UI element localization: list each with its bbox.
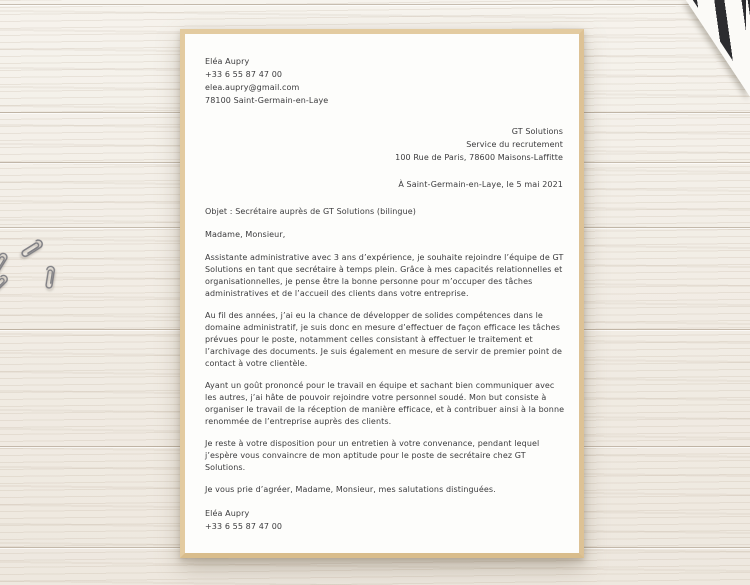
body-paragraph: Je reste à votre disposition pour un entretien à votre convenance, pendant lequel j’espère vous convaincre de mon aptitude pour le poste de secrétaire chez GT Solutions. (205, 439, 540, 472)
striped-fabric (662, 0, 750, 110)
sender-address: 78100 Saint-Germain-en-Laye (205, 96, 329, 105)
letter-body (205, 252, 567, 533)
body-paragraph: Assistante administrative avec 3 ans d’expérience, je souhaite rejoindre l’équipe de GT Solutions en tant que secrétaire à temps plein. Grâce à mes capacités relationnelles et organisationnelles, je pense être la bonne personne pour m’occuper des tâches administratives et de l’accueil des clients dans votre entreprise. (205, 253, 564, 298)
paperclip-icon (13, 232, 50, 264)
recipient-block (395, 125, 563, 164)
sender-email: elea.aupry@gmail.com (205, 83, 300, 92)
signature-block (205, 507, 567, 533)
subject-line: Objet : Secrétaire auprès de GT Solutions (bilingue) (205, 207, 417, 216)
letter-paper (180, 29, 584, 558)
recipient-department: Service du recrutement (466, 140, 563, 149)
sender-block (205, 55, 328, 107)
body-paragraph: Au fil des années, j’ai eu la chance de développer de solides compétences dans le domaine administratif, je suis donc en mesure d’effectuer de façon efficace les tâches prévues pour le poste, notamment celles consistant à effectuer le traitement et l’archivage des documents. Je suis également en mesure de servir de premier point de contact à votre clientèle. (205, 311, 563, 368)
sender-phone: +33 6 55 87 47 00 (205, 70, 283, 79)
date-line: À Saint-Germain-en-Laye, le 5 mai 2021 (398, 180, 563, 189)
letter-page (185, 34, 579, 553)
wood-plank-seam (0, 4, 750, 5)
recipient-company: GT Solutions (511, 127, 563, 136)
sender-name: Eléa Aupry (205, 57, 250, 66)
paperclip-icon (40, 260, 60, 294)
signature-phone: +33 6 55 87 47 00 (205, 522, 283, 531)
paperclip-icon (0, 267, 15, 300)
salutation: Madame, Monsieur, (205, 230, 286, 239)
signature-name: Eléa Aupry (205, 509, 250, 518)
striped-fabric-cloth (662, 0, 750, 110)
closing-line: Je vous prie d’agréer, Madame, Monsieur, mes salutations distinguées. (205, 485, 496, 494)
body-paragraph: Ayant un goût prononcé pour le travail en équipe et sachant bien communiquer avec les autres, j’ai hâte de pouvoir rejoindre votre personnel soudé. Mon but consiste à organiser le travail de la réception de manière efficace, et à contribuer ainsi à la bonne renommée de l’entreprise auprès des clients. (205, 381, 565, 426)
recipient-address: 100 Rue de Paris, 78600 Maisons-Laffitte (395, 153, 563, 162)
